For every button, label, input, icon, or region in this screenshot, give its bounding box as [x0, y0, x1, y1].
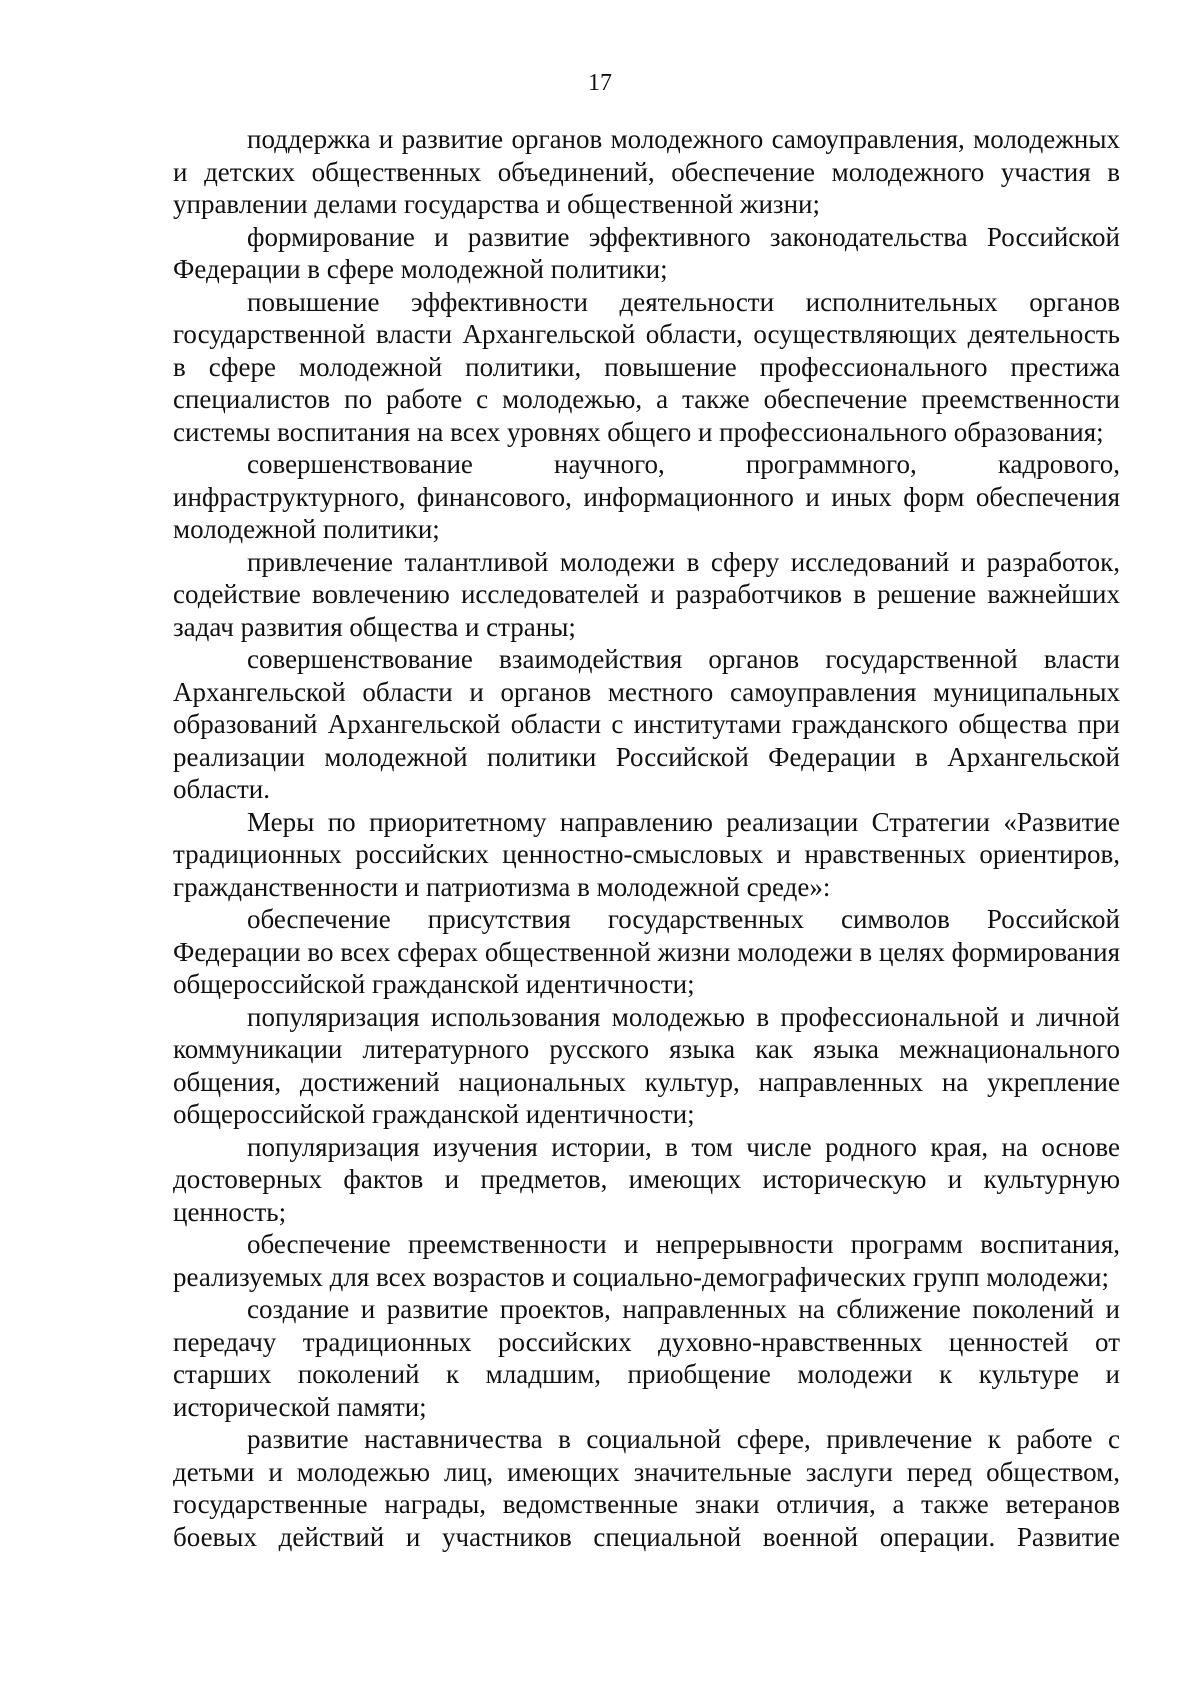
paragraph: популяризация изучения истории, в том числе родного края, на основе достоверных фактов и предметов, имеющих историческую и культурную ценность; [173, 1131, 1120, 1227]
body-text [173, 123, 1120, 1553]
paragraph: совершенствование научного, программного, кадрового, инфраструктурного, финансового, информационного и иных форм обеспечения молодежной политики; [173, 449, 1120, 544]
paragraph: формирование и развитие эффективного законодательства Российской Федерации в сфере молодежной политики; [173, 221, 1120, 284]
paragraph-last: развитие наставничества в социальной сфере, привлечение к работе с детьми и молодежью лиц, имеющих значительные заслуги перед обществом, государственные награды, ведомственные знаки отличия, а также ветеранов боевых действий и участников специальной военной операции. Развитие [173, 1424, 1120, 1552]
paragraph: Меры по приоритетному направлению реализации Стратегии «Развитие традиционных российских ценностно-смысловых и нравственных ориентиров, гражданственности и патриотизма в молодежной среде»: [173, 806, 1120, 902]
page-number: 17 [588, 70, 612, 96]
paragraph: обеспечение преемственности и непрерывности программ воспитания, реализуемых для всех возрастов и социально-демографических групп молодежи; [173, 1229, 1120, 1292]
paragraph: совершенствование взаимодействия органов государственной власти Архангельской области и органов местного самоуправления муниципальных образований Архангельской области с институтами гражданского общества при реализации молодежной политики Российской Федерации в Архангельской области. [173, 644, 1120, 804]
paragraph: привлечение талантливой молодежи в сферу исследований и разработок, содействие вовлечению исследователей и разработчиков в решение важнейших задач развития общества и страны; [173, 546, 1120, 642]
paragraph: популяризация использования молодежью в профессиональной и личной коммуникации литературного русского языка как языка межнационального общения, достижений национальных культур, направленных на укрепление общероссийской гражданской идентичности; [173, 1001, 1120, 1129]
paragraph: создание и развитие проектов, направленных на сближение поколений и передачу традиционных российских духовно-нравственных ценностей от старших поколений к младшим, приобщение молодежи к культуре и исторической памяти; [173, 1294, 1120, 1422]
paragraph: обеспечение присутствия государственных символов Российской Федерации во всех сферах общественной жизни молодежи в целях формирования общероссийской гражданской идентичности; [173, 904, 1120, 999]
paragraph: повышение эффективности деятельности исполнительных органов государственной власти Архангельской области, осуществляющих деятельность в сфере молодежной политики, повышение профессионального престижа специалистов по работе с молодежью, а также обеспечение преемственности системы воспитания на всех уровнях общего и профессионального образования; [173, 286, 1120, 447]
paragraph: поддержка и развитие органов молодежного самоуправления, молодежных и детских общественных объединений, обеспечение молодежного участия в управлении делами государства и общественной жизни; [173, 124, 1120, 219]
